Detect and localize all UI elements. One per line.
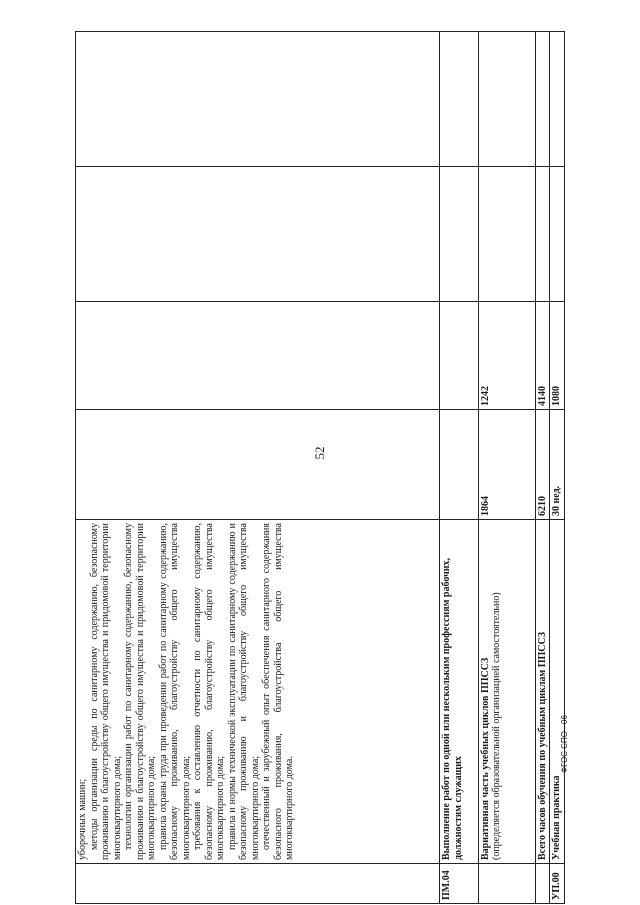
row-value-a: 30 нед. [550, 410, 565, 520]
row-title-cell [478, 520, 535, 864]
description-line: правила и нормы технической эксплуатации по санитарному содержанию и безопасному проживанию и благоустройству общего имущества многоквартирного дома; [226, 523, 261, 860]
description-line: требования к составлению отчетности по санитарному содержанию, безопасному проживанию, благоустройству общего имущества многоквартирного дома; [192, 523, 226, 860]
row-note: (определяется образовательной организацией самостоятельно) [491, 592, 503, 860]
row-title: Всего часов обучения по учебным циклам ППССЗ [535, 520, 550, 864]
curriculum-table-rotated [75, 32, 565, 904]
row-code [535, 864, 550, 904]
description-line: правила охраны труда при проведении работ по санитарному содержанию, безопасному проживанию, благоустройству общего имущества многоквартирного дома; [157, 523, 192, 860]
empty-cell [76, 410, 440, 520]
row-code [478, 864, 535, 904]
empty-cell [535, 167, 550, 302]
page-number: 52 [312, 446, 327, 460]
table-row-total [535, 32, 550, 904]
footer-text: ФГОС СПО - 06 [560, 715, 569, 773]
description-line: методы организации среды по санитарному содержанию, безопасному проживанию и благоустройству общего имущества и придомовой территории многоквартирного дома; [88, 523, 123, 860]
row-title: Учебная практика [550, 520, 565, 864]
empty-cell [550, 32, 565, 167]
row-value-a: 1864 [478, 410, 535, 520]
row-code: УП.00 [550, 864, 565, 904]
empty-cell [440, 167, 478, 302]
empty-cell [478, 32, 535, 167]
row-code: ПМ.04 [440, 864, 478, 904]
table-row-description [76, 32, 440, 904]
row-value-b: 4140 [535, 302, 550, 410]
row-value-a: 6210 [535, 410, 550, 520]
empty-cell [535, 32, 550, 167]
empty-cell [76, 32, 440, 167]
table-row-variative [478, 32, 535, 904]
row-value-b [440, 302, 478, 410]
curriculum-table [75, 31, 565, 904]
empty-cell [550, 167, 565, 302]
row-value-a [440, 410, 478, 520]
row-title: Вариативная часть учебных циклов ППССЗ [479, 657, 491, 860]
row-value-b: 1080 [550, 302, 565, 410]
description-line: уборочных машин; [77, 778, 88, 860]
description-cell [76, 520, 440, 864]
description-line: технологии организации работ по санитарному содержанию, безопасному проживанию и благоустройству общего имущества и придомовой территории многоквартирного дома; [123, 523, 157, 860]
table-row-pm04 [440, 32, 478, 904]
row-title: Выполнение работ по одной или нескольким профессиям рабочих, должностям служащих [440, 520, 478, 864]
empty-cell [440, 32, 478, 167]
code-cell-empty [76, 864, 440, 904]
empty-cell [76, 302, 440, 410]
row-value-b: 1242 [478, 302, 535, 410]
empty-cell [478, 167, 535, 302]
description-line: отечественный и зарубежный опыт обеспечения санитарного содержания безопасного проживания, благоустройства общего имущества многоквартирного дома. [261, 523, 295, 860]
empty-cell [76, 167, 440, 302]
